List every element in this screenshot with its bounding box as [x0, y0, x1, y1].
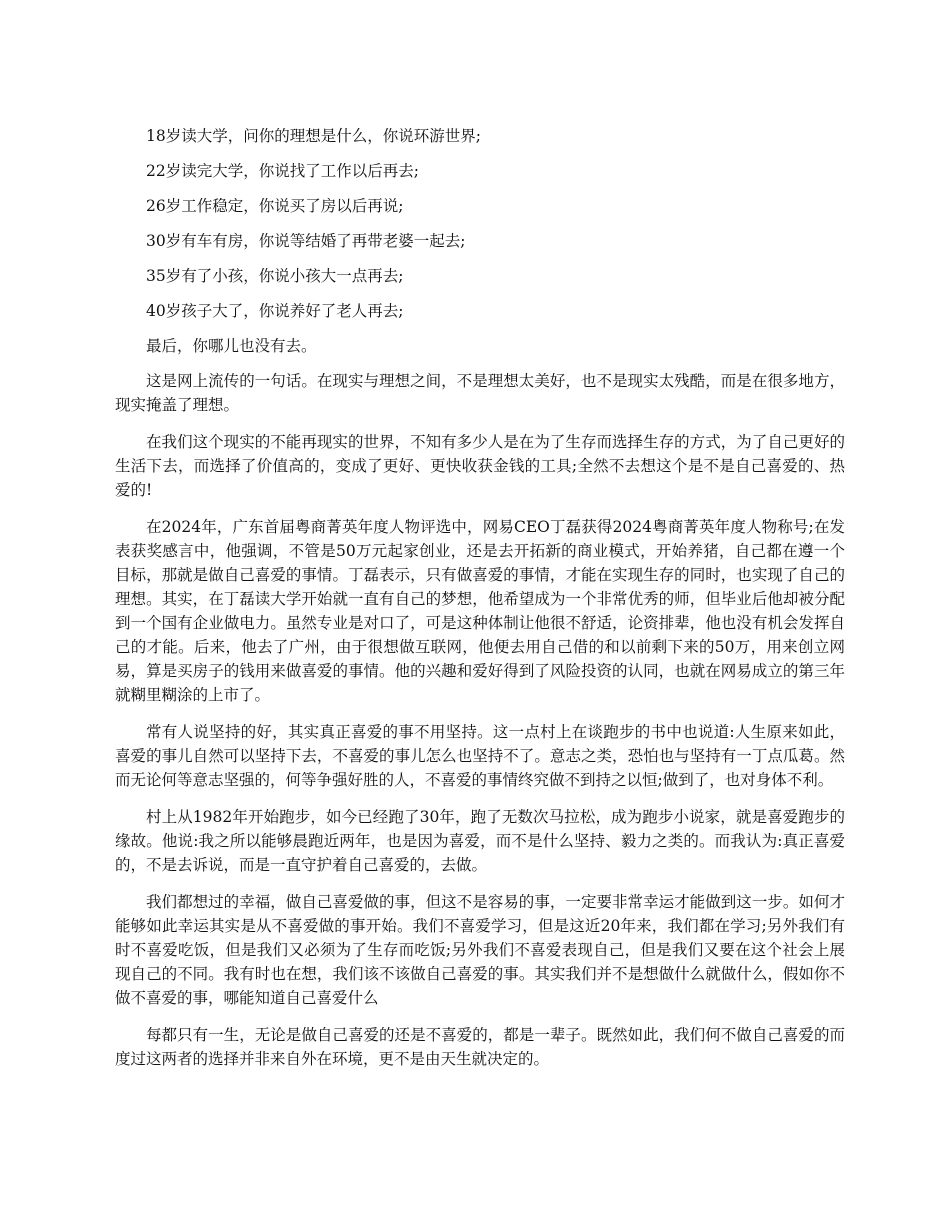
paragraph-one-life: 每都只有一生，无论是做自己喜爱的还是不喜爱的，都是一辈子。既然如此，我们何不做自己喜爱的而度过这两者的选择并非来自外在环境，更不是由天生就决定的。	[115, 1026, 845, 1068]
paragraph-happiness: 我们都想过的幸福，做自己喜爱做的事，但这不是容易的事，一定要非常幸运才能做到这一步。如何才能够如此幸运其实是从不喜爱做的事开始。我们不喜爱学习，但是这近20年来，我们都在学习;另外我们有时不喜爱吃饭，但是我们又必须为了生存而吃饭;另外我们不喜爱表现自己，但是我们又要在这个社会上展现自己的不同。我有时也在想，我们该不该做自己喜爱的事。其实我们并不是想做什么就做什么，假如你不做不喜爱的事，哪能知道自己喜爱什么	[115, 893, 845, 1007]
paragraph-age-18: 18岁读大学，问你的理想是什么，你说环游世界;	[146, 127, 481, 145]
paragraph-age-40: 40岁孩子大了，你说养好了老人再去;	[146, 302, 404, 320]
paragraph-reality: 在我们这个现实的不能再现实的世界，不知有多少人是在为了生存而选择生存的方式，为了自己更好的生活下去，而选择了价值高的，变成了更好、更快收获金钱的工具;全然不去想这个是不是自己喜爱的、热爱的!	[115, 433, 845, 499]
paragraph-age-26: 26岁工作稳定，你说买了房以后再说;	[146, 197, 404, 215]
document-page	[115, 124, 845, 1084]
paragraph-age-22: 22岁读完大学，你说找了工作以后再去;	[146, 162, 419, 180]
paragraph-intro: 这是网上流传的一句话。在现实与理想之间，不是理想太美好，也不是现实太残酷，而是在很多地方，现实掩盖了理想。	[115, 372, 845, 414]
paragraph-age-35: 35岁有了小孩，你说小孩大一点再去;	[146, 267, 404, 285]
paragraph-persistence: 常有人说坚持的好，其实真正喜爱的事不用坚持。这一点村上在谈跑步的书中也说道:人生原来如此，喜爱的事儿自然可以坚持下去，不喜爱的事儿怎么也坚持不了。意志之类，恐怕也与坚持有一丁点瓜葛。然而无论何等意志坚强的，何等争强好胜的人，不喜爱的事情终究做不到持之以恒;做到了，也对身体不利。	[115, 723, 845, 789]
paragraph-murakami: 村上从1982年开始跑步，如今已经跑了30年，跑了无数次马拉松，成为跑步小说家，就是喜爱跑步的缘故。他说:我之所以能够晨跑近两年，也是因为喜爱，而不是什么坚持、毅力之类的。而我认为:真正喜爱的，不是去诉说，而是一直守护着自己喜爱的，去做。	[115, 808, 845, 874]
paragraph-age-30: 30岁有车有房，你说等结婚了再带老婆一起去;	[146, 232, 466, 250]
paragraph-finally: 最后，你哪儿也没有去。	[146, 337, 317, 355]
paragraph-ding-lei: 在2024年，广东首届粤商菁英年度人物评选中，网易CEO丁磊获得2024粤商菁英年度人物称号;在发表获奖感言中，他强调，不管是50万元起家创业，还是去开拓新的商业模式，开始养猪，自己都在遵一个目标，那就是做自己喜爱的事情。丁磊表示，只有做喜爱的事情，才能在实现生存的同时，也实现了自己的理想。其实，在丁磊读大学开始就一直有自己的梦想，他希望成为一个非常优秀的师，但毕业后他却被分配到一个国有企业做电力。虽然专业是对口了，可是这种体制让他很不舒适，论资排辈，他也没有机会发挥自己的才能。后来，他去了广州，由于很想做互联网，他便去用自己借的和以前剩下来的50万，用来创立网易，算是买房子的钱用来做喜爱的事情。他的兴趣和爱好得到了风险投资的认同，也就在网易成立的第三年就糊里糊涂的上市了。	[115, 518, 845, 704]
